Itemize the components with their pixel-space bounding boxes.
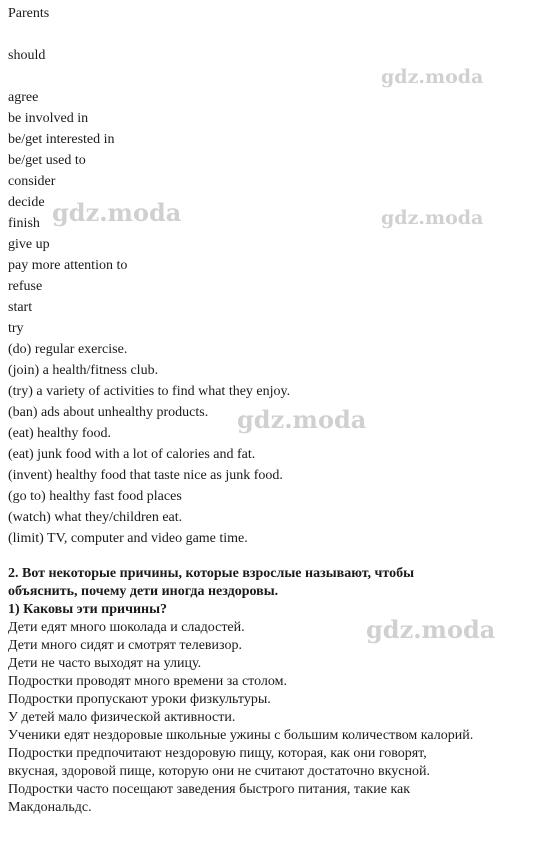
watermark: gdz.moda — [237, 405, 367, 434]
reason-line: вкусная, здоровой пище, которую они не считают достаточно вкусной. — [8, 764, 430, 779]
verb-item: pay more attention to — [8, 258, 128, 273]
reason-line: Подростки пропускают уроки физкультуры. — [8, 692, 271, 707]
verb-item: try — [8, 321, 24, 336]
phrase-item: (invent) healthy food that taste nice as junk food. — [8, 468, 283, 483]
watermark: gdz.moda — [366, 615, 496, 644]
verb-item: consider — [8, 174, 56, 189]
section2-question: 1) Каковы эти причины? — [8, 602, 168, 617]
verb-item: be/get used to — [8, 153, 86, 168]
verb-item: be/get interested in — [8, 132, 115, 147]
section2-heading-line1: 2. Вот некоторые причины, которые взрослые называют, чтобы — [8, 566, 415, 581]
phrase-item: (join) a health/fitness club. — [8, 363, 159, 378]
reason-line: Ученики едят нездоровые школьные ужины с большим количеством калорий. — [8, 728, 474, 743]
phrase-item: (try) a variety of activities to find what they enjoy. — [8, 384, 291, 399]
verb-item: finish — [8, 216, 40, 231]
reason-line: Дети не часто выходят на улицу. — [8, 656, 202, 671]
watermark: gdz.moda — [381, 66, 484, 88]
verb-item: agree — [8, 90, 39, 105]
reason-line: Подростки предпочитают нездоровую пищу, которая, как они говорят, — [8, 746, 427, 761]
reason-line: Дети едят много шоколада и сладостей. — [8, 620, 245, 635]
reason-line: У детей мало физической активности. — [8, 710, 236, 725]
verb-item: give up — [8, 237, 50, 252]
verb-item: start — [8, 300, 33, 315]
verb-item: refuse — [8, 279, 43, 294]
verb-item: be involved in — [8, 111, 89, 126]
phrase-item: (do) regular exercise. — [8, 342, 128, 357]
reason-line: Подростки проводят много времени за столом. — [8, 674, 288, 689]
reason-line: Макдональдс. — [8, 800, 92, 815]
section2-heading-line2: объяснить, почему дети иногда нездоровы. — [8, 584, 279, 599]
watermark: gdz.moda — [52, 198, 182, 227]
title-parents: Parents — [8, 6, 50, 21]
modal-should: should — [8, 48, 46, 63]
watermark: gdz.moda — [381, 207, 484, 229]
phrase-item: (ban) ads about unhealthy products. — [8, 405, 209, 420]
phrase-item: (eat) junk food with a lot of calories and fat. — [8, 447, 256, 462]
verb-item: decide — [8, 195, 45, 210]
reason-line: Дети много сидят и смотрят телевизор. — [8, 638, 242, 653]
phrase-item: (eat) healthy food. — [8, 426, 112, 441]
reason-line: Подростки часто посещают заведения быстрого питания, такие как — [8, 782, 411, 797]
phrase-item: (watch) what they/children eat. — [8, 510, 183, 525]
phrase-item: (go to) healthy fast food places — [8, 489, 182, 504]
phrase-item: (limit) TV, computer and video game time. — [8, 531, 248, 546]
